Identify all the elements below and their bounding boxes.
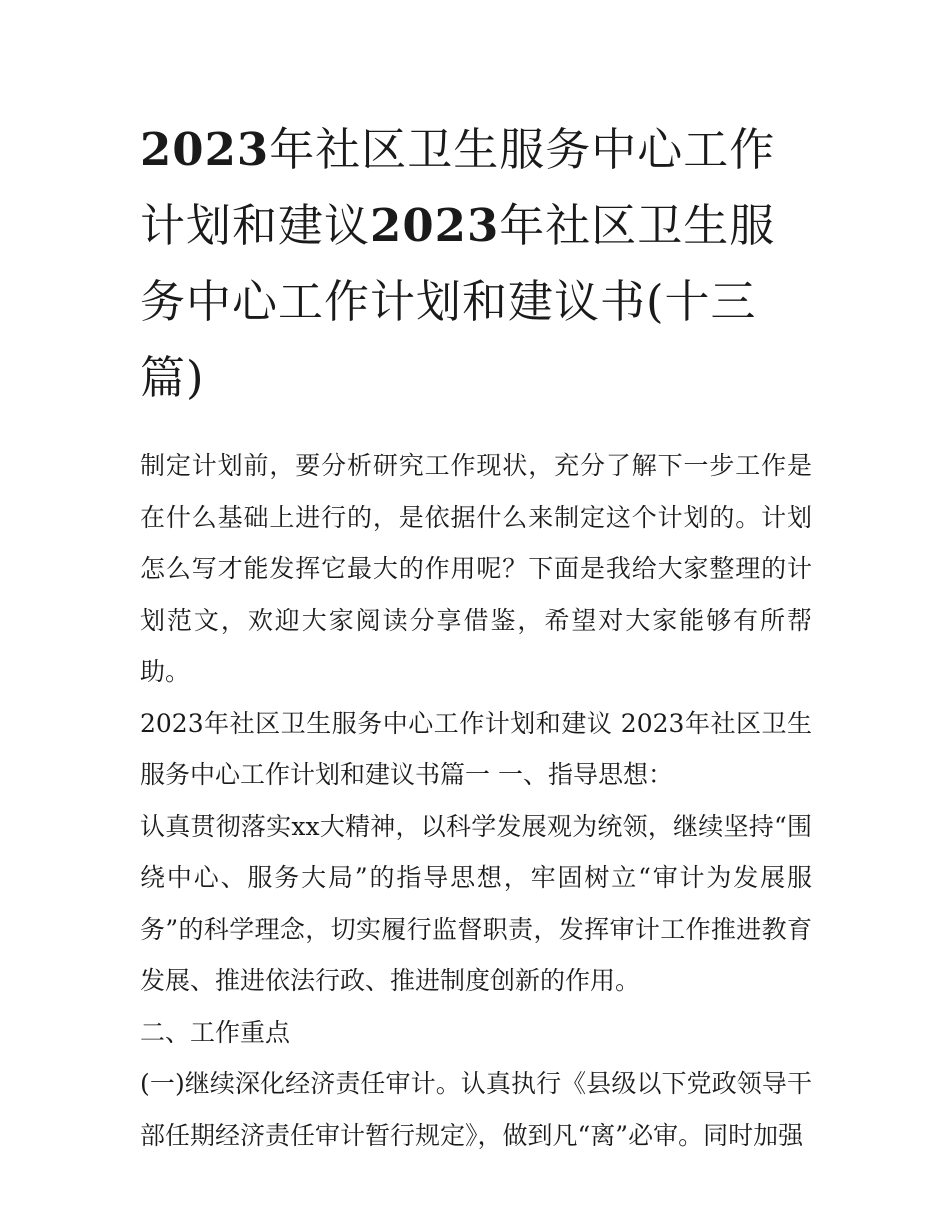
document-title: [140, 112, 812, 416]
section-heading-paragraph: 2023年社区卫生服务中心工作计划和建议 2023年社区卫生服务中心工作计划和建议书篇一 一、指导思想：: [140, 708, 812, 789]
work-focus-heading: 二、工作重点: [140, 1017, 291, 1047]
economic-audit-paragraph: (一)继续深化经济责任审计。认真执行《县级以下党政领导干部任期经济责任审计暂行规定》，做到凡“离”必审。同时加强: [140, 1069, 812, 1150]
title-text-1: 年社区卫生服务中心工作计划和建议: [140, 123, 776, 252]
guiding-ideology-paragraph: 认真贯彻落实xx大精神，以科学发展观为统领，继续坚持“围绕中心、服务大局”的指导思想，牢固树立“审计为发展服务”的科学理念，切实履行监督职责，发挥审计工作推进教育发展、推进依法行政、推进制度创新的作用。: [140, 811, 812, 995]
title-year-1: 2023: [140, 123, 270, 176]
title-year-2: 2023: [370, 199, 500, 252]
title-text-2: 年社区卫生服务中心工作计划和建议书(十三篇): [140, 199, 776, 404]
document-page: [140, 112, 812, 1161]
intro-paragraph: 制定计划前，要分析研究工作现状，充分了解下一步工作是在什么基础上进行的，是依据什么来制定这个计划的。计划怎么写才能发挥它最大的作用呢？下面是我给大家整理的计划范文，欢迎大家阅读分享借鉴，希望对大家能够有所帮助。: [140, 451, 812, 686]
